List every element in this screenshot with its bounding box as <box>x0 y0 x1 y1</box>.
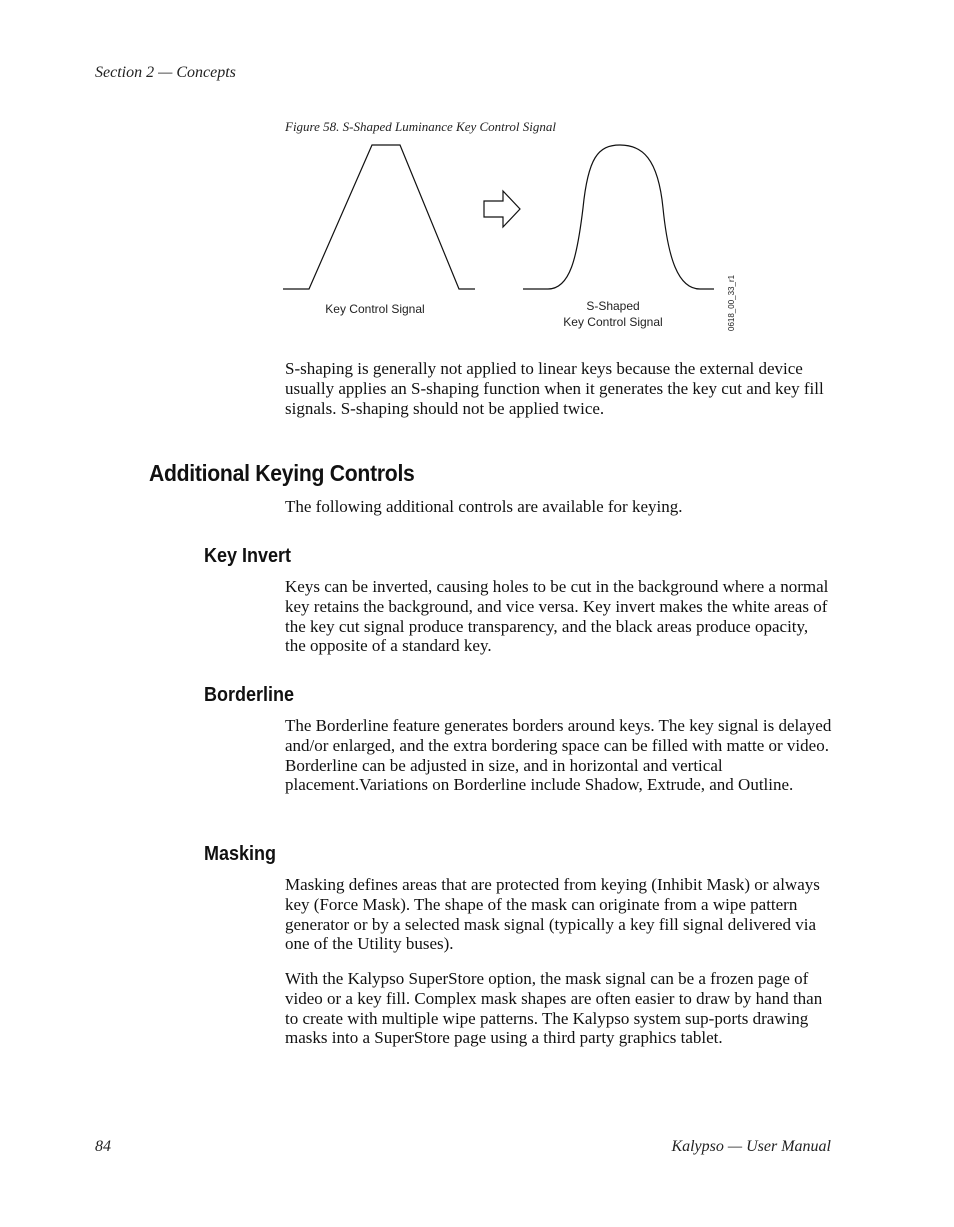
subheading-masking: Masking <box>204 843 277 865</box>
figure-reference-code: 0618_00_33_r1 <box>727 274 736 331</box>
subheading-key-invert: Key Invert <box>204 545 292 567</box>
manual-title: Kalypso — User Manual <box>671 1138 831 1155</box>
right-arrow-icon <box>484 191 520 227</box>
linear-key-signal-curve <box>283 145 475 289</box>
s-shaped-key-signal-curve <box>523 145 714 289</box>
masking-paragraph-1: Masking defines areas that are protected from keying (Inhibit Mask) or always key (Force Mask). The shape of the mask can originate from a wipe pattern generator or by a selected mask signal (typically a key fill signal delivered via one of the Utility buses). <box>285 875 820 954</box>
intro-paragraph: S-shaping is generally not applied to linear keys because the external device usually applies an S-shaping function when it generates the key cut and key fill signals. S-shaping should not be applied twice. <box>285 359 824 418</box>
page-number: 84 <box>95 1138 111 1155</box>
figure-caption: Figure 58. S-Shaped Luminance Key Control Signal <box>285 119 556 134</box>
section-heading: Additional Keying Controls <box>149 460 415 486</box>
subheading-borderline: Borderline <box>204 684 295 706</box>
figure-label-s-shaped-line1: S-Shaped <box>586 299 640 313</box>
figure-label-s-shaped-line2: Key Control Signal <box>563 315 663 329</box>
section-intro: The following additional controls are available for keying. <box>285 497 683 516</box>
running-header: Section 2 — Concepts <box>95 64 236 81</box>
figure-label-key-control-signal: Key Control Signal <box>325 302 425 316</box>
masking-paragraph-2: With the Kalypso SuperStore option, the mask signal can be a frozen page of video or a key fill. Complex mask shapes are often easier to draw by hand than to create with multiple wipe patterns. The Kalypso system sup-ports drawing masks into a SuperStore page using a third party graphics tablet. <box>285 969 823 1048</box>
borderline-paragraph: The Borderline feature generates borders around keys. The key signal is delayed and/or enlarged, and the extra bordering space can be filled with matte or video. Borderline can be adjusted in size, and in horizontal and vertical placement.Variations on Borderline include Shadow, Extrude, and Outline. <box>285 716 832 795</box>
key-invert-paragraph: Keys can be inverted, causing holes to be cut in the background where a normal key retains the background, and vice versa. Key invert makes the white areas of the key cut signal produce transparency, and the black areas produce opacity, the opposite of a standard key. <box>285 577 829 656</box>
